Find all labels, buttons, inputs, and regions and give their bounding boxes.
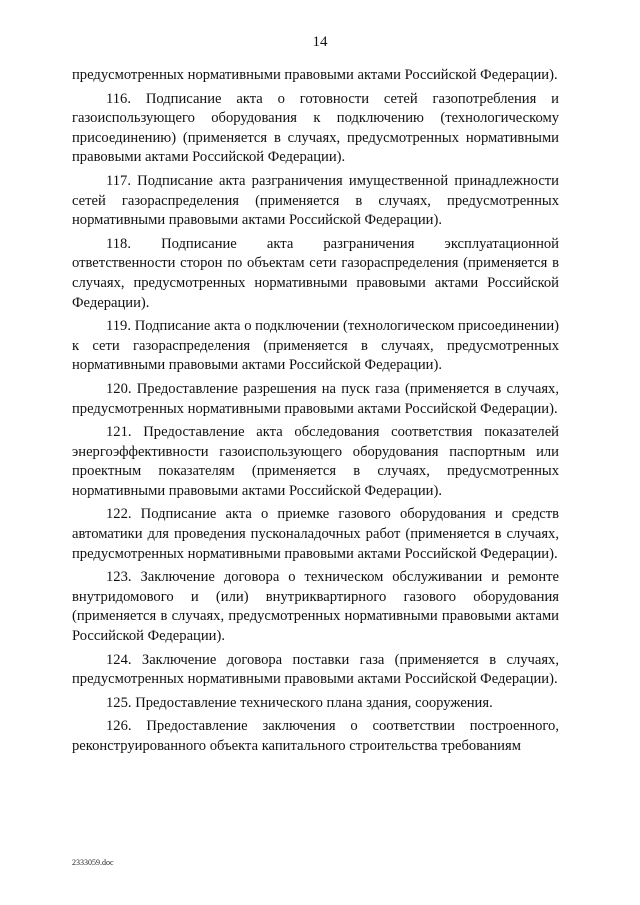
paragraph-116: 116. Подписание акта о готовности сетей газопотребления и газоиспользующего оборудования к подключению (технологическому присоединению) (применяется в случаях, предусмотренных нормативными правовыми актами Российской Федерации). (72, 90, 559, 166)
paragraph-124: 124. Заключение договора поставки газа (применяется в случаях, предусмотренных нормативными правовыми актами Российской Федерации). (72, 651, 559, 688)
paragraph-117: 117. Подписание акта разграничения имущественной принадлежности сетей газораспределения (применяется в случаях, предусмотренных нормативными правовыми актами Российской Федерации). (72, 172, 559, 229)
paragraph-continuation: предусмотренных нормативными правовыми актами Российской Федерации). (72, 67, 558, 83)
footer-file-code: 2333059.doc (72, 858, 114, 867)
paragraph-118: 118. Подписание акта разграничения эксплуатационной ответственности сторон по объектам сети газораспределения (применяется в случаях, предусмотренных нормативными правовыми актами Российской Федерации). (72, 235, 559, 311)
page-number: 14 (312, 34, 328, 50)
paragraph-120: 120. Предоставление разрешения на пуск газа (применяется в случаях, предусмотренных нормативными правовыми актами Российской Федерации). (72, 380, 559, 417)
paragraph-126: 126. Предоставление заключения о соответствии построенного, реконструированного объекта капитального строительства требованиям (72, 718, 559, 754)
paragraph-119: 119. Подписание акта о подключении (технологическом присоединении) к сети газораспределения (применяется в случаях, предусмотренных нормативными правовыми актами Российской Федерации). (72, 318, 559, 374)
paragraph-121: 121. Предоставление акта обследования соответствия показателей энергоэффективности газоиспользующего оборудования паспортным или проектным показателям (применяется в случаях, предусмотренных нормативными правовыми актами Российской Федерации). (72, 424, 559, 499)
paragraph-122: 122. Подписание акта о приемке газового оборудования и средств автоматики для проведения пусконаладочных работ (применяется в случаях, предусмотренных нормативными правовыми актами Российской Федерации). (72, 506, 559, 562)
paragraph-125: 125. Предоставление технического плана здания, сооружения. (106, 694, 493, 711)
document-body (72, 66, 559, 761)
paragraph-123: 123. Заключение договора о техническом обслуживании и ремонте внутридомового и (или) внутриквартирного газового оборудования (применяется в случаях, предусмотренных нормативными правовыми актами Российской Федерации). (72, 569, 559, 645)
